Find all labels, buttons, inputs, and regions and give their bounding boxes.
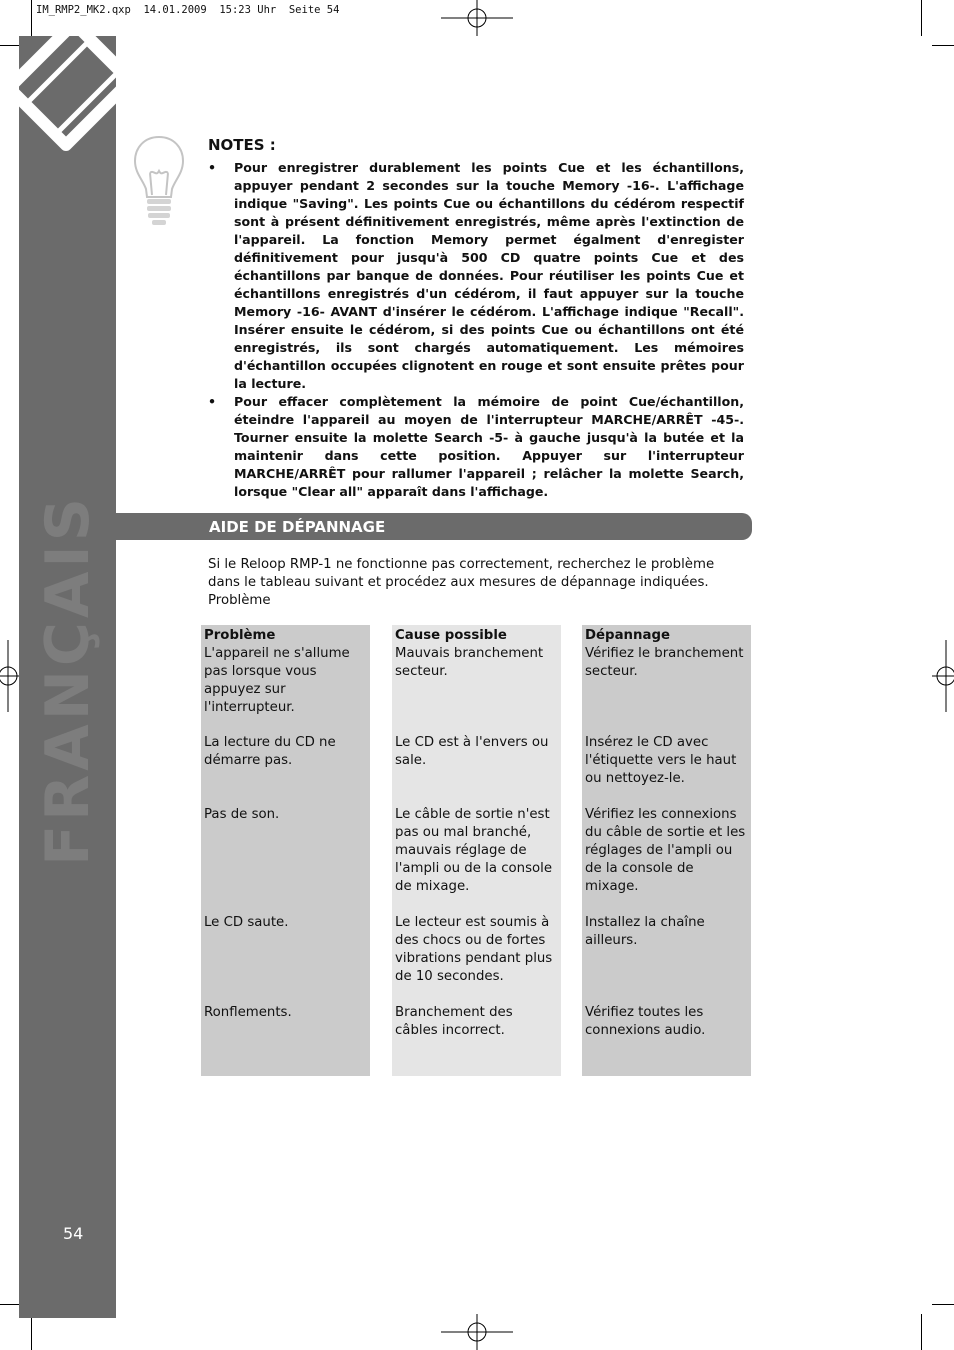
note-item	[208, 393, 744, 501]
column-header: Dépannage	[585, 628, 670, 643]
troubleshooting-intro	[208, 556, 748, 610]
table-cell: Ronflements.	[204, 1005, 292, 1020]
brand-logo-icon	[19, 36, 116, 166]
table-cell: Mauvais branchement secteur.	[395, 646, 544, 679]
table-column-cause	[392, 625, 561, 1076]
crop-mark	[921, 1314, 922, 1350]
crop-mark	[932, 1304, 954, 1305]
notes-title: NOTES :	[208, 136, 276, 154]
column-header: Problème	[204, 628, 276, 643]
note-text: Pour effacer complètement la mémoire de point Cue/échantillon, éteindre l'appareil au moyen de l'interrupteur MARCHE/ARRÊT -45-. Tourner ensuite la molette Search -5- à gauche jusqu'à la butée et la maintenir dans cette position. Appuyer sur l'interrupteur MARCHE/ARRÊT pour rallumer l'appareil ; relâcher la molette Search, lorsque "Clear all" apparaît dans l'affichage.	[234, 394, 744, 499]
table-cell: Vérifiez les connexions du câble de sortie et les réglages de l'ampli ou de la console de mixage.	[585, 807, 746, 894]
intro-text: Si le Reloop RMP-1 ne fonctionne pas correctement, recherchez le problème dans le tableau suivant et procédez aux mesures de dépannage indiquées.	[208, 557, 715, 590]
light-bulb-icon	[133, 135, 185, 227]
crop-mark	[31, 1314, 32, 1350]
notes-list	[208, 159, 744, 501]
print-slug: IM_RMP2_MK2.qxp 14.01.2009 15:23 Uhr Seite 54	[36, 4, 340, 16]
table-column-remedy	[582, 625, 751, 1076]
crop-mark	[31, 0, 32, 36]
table-cell: Branchement des câbles incorrect.	[395, 1005, 513, 1038]
bullet: •	[208, 394, 217, 409]
column-header: Cause possible	[395, 628, 507, 643]
bullet: •	[208, 160, 217, 175]
table-cell: La lecture du CD ne démarre pas.	[204, 735, 336, 768]
registration-mark-bottom	[441, 1314, 513, 1350]
table-cell: Insérez le CD avec l'étiquette vers le haut ou nettoyez-le.	[585, 735, 737, 786]
table-cell: Le lecteur est soumis à des chocs ou de fortes vibrations pendant plus de 10 secondes.	[395, 915, 553, 984]
intro-extra: Problème	[208, 593, 271, 608]
section-title: AIDE DE DÉPANNAGE	[209, 517, 386, 536]
notes-section	[208, 136, 744, 501]
language-label: FRANÇAIS	[32, 494, 103, 866]
table-cell: Vérifiez le branchement secteur.	[585, 646, 744, 679]
table-cell: Le CD saute.	[204, 915, 289, 930]
crop-mark	[921, 0, 922, 36]
table-cell: Vérifiez toutes les connexions audio.	[585, 1005, 706, 1038]
table-cell: Pas de son.	[204, 807, 280, 822]
crop-mark	[932, 45, 954, 46]
note-text: Pour enregistrer durablement les points Cue et les échantillons, appuyer pendant 2 secondes sur la touche Memory -16-. L'affichage indique "Saving". Les points Cue ou échantillons du cédérom respectif sont à présent définitivement enregistrés, même après l'extinction de l'appareil. La fonction Memory permet égalment d'enregister définitivement pour jusqu'à 500 CD quatre points Cue et des échantillons par banque de données. Pour réutiliser les points Cue et échantillons enregistrés d'un cédérom, il faut appuyer sur la touche Memory -16- AVANT d'insérer le cédérom. L'affichage indique "Recall". Insérer ensuite le cédérom, si des points Cue ou échantillons ont été enregistrés, ils sont chargés automatiquement. Les mémoires d'échantillon occupées clignotent en rouge et sont ensuite prêtes pour la lecture.	[234, 160, 744, 391]
section-header-troubleshooting	[116, 513, 752, 540]
table-cell: Installez la chaîne ailleurs.	[585, 915, 705, 948]
registration-mark-right	[932, 640, 954, 712]
table-cell: Le CD est à l'envers ou sale.	[395, 735, 549, 768]
table-cell: Le câble de sortie n'est pas ou mal branché, mauvais réglage de l'ampli ou de la console de mixage.	[395, 807, 553, 894]
table-cell: L'appareil ne s'allume pas lorsque vous appuyez sur l'interrupteur.	[204, 646, 350, 715]
table-column-problem	[201, 625, 370, 1076]
page-number: 54	[63, 1224, 84, 1243]
registration-mark-top	[441, 0, 513, 36]
note-item	[208, 159, 744, 393]
